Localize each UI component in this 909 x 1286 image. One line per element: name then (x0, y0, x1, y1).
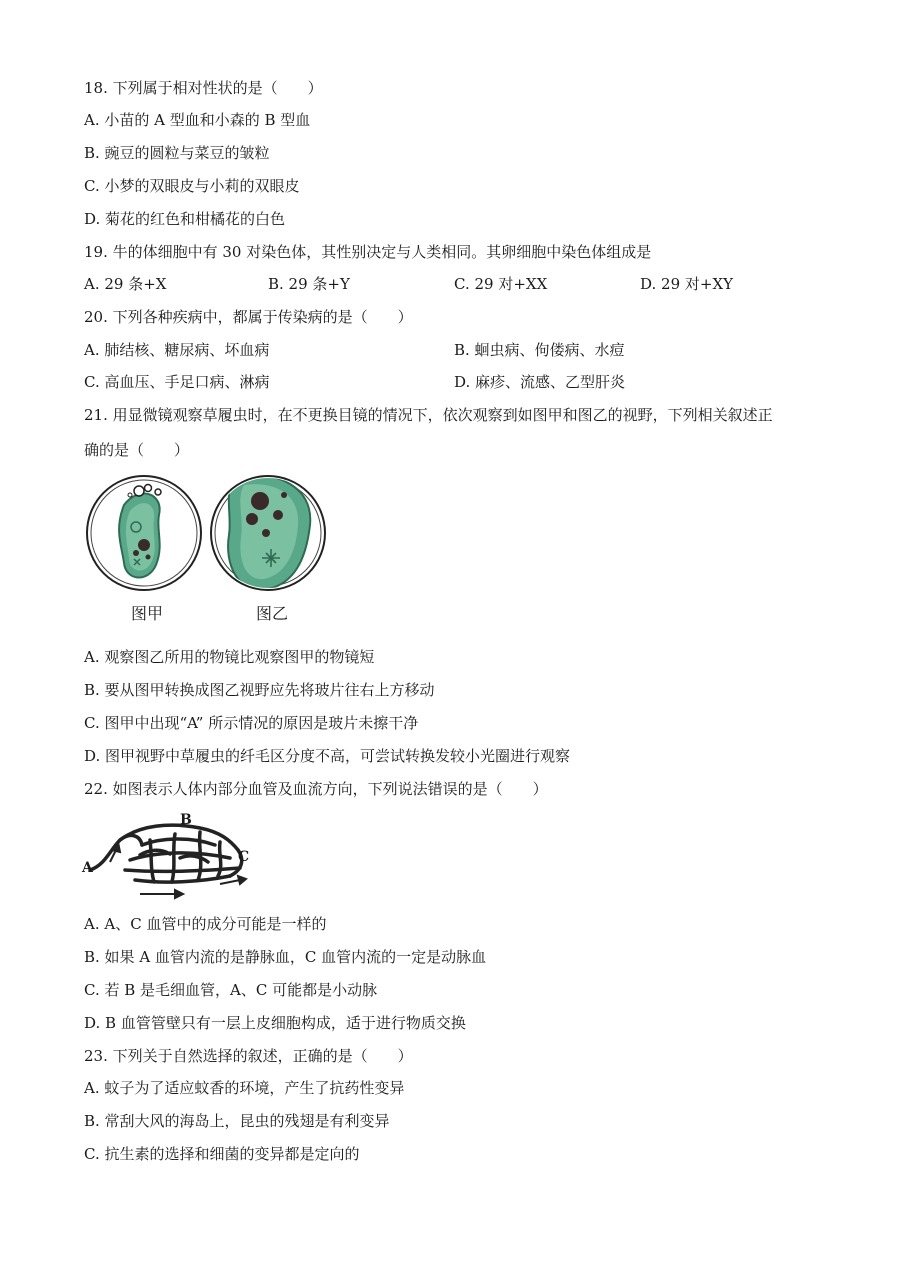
q23-option-b: B. 常刮大风的海岛上，昆虫的残翅是有利变异 (84, 1112, 390, 1130)
q21-stem-line1: 21. 用显微镜观察草履虫时，在不更换目镜的情况下，依次观察到如图甲和图乙的视野，下列相关叙述正 (84, 406, 773, 424)
q20-option-d: D. 麻疹、流感、乙型肝炎 (454, 373, 626, 391)
q21-option-c: C. 图甲中出现“A” 所示情况的原因是玻片未擦干净 (84, 714, 419, 732)
q23-option-a: A. 蚊子为了适应蚊香的环境，产生了抗药性变异 (84, 1079, 405, 1097)
microscope-figure (84, 475, 334, 625)
view-jia (87, 476, 201, 590)
q18-stem: 18. 下列属于相对性状的是（ ） (84, 79, 323, 97)
q18-option-d: D. 菊花的红色和柑橘花的白色 (84, 210, 286, 228)
vessel-label-b: B (180, 812, 192, 828)
vessel-figure (80, 810, 255, 900)
q21-stem-line2: 确的是（ ） (84, 441, 190, 459)
q22-option-d: D. B 血管管壁只有一层上皮细胞构成，适于进行物质交换 (84, 1014, 466, 1032)
q20-stem: 20. 下列各种疾病中，都属于传染病的是（ ） (84, 308, 413, 326)
q22-option-c: C. 若 B 是毛细血管，A、C 可能都是小动脉 (84, 981, 378, 999)
q19-option-a: A. 29 条+X (84, 275, 167, 293)
q23-option-c: C. 抗生素的选择和细菌的变异都是定向的 (84, 1145, 360, 1163)
q19-option-c: C. 29 对+XX (454, 275, 548, 293)
q18-option-b: B. 豌豆的圆粒与菜豆的皱粒 (84, 144, 270, 162)
q22-option-a: A. A、C 血管中的成分可能是一样的 (84, 915, 327, 933)
vessel-label-c: C (238, 849, 250, 865)
q23-stem: 23. 下列关于自然选择的叙述，正确的是（ ） (84, 1047, 413, 1065)
q21-option-b: B. 要从图甲转换成图乙视野应先将玻片往右上方移动 (84, 681, 435, 699)
q19-stem: 19. 牛的体细胞中有 30 对染色体，其性别决定与人类相同。其卵细胞中染色体组成是 (84, 243, 652, 261)
q18-option-a: A. 小苗的 A 型血和小森的 B 型血 (84, 111, 311, 129)
q20-option-a: A. 肺结核、糖尿病、坏血病 (84, 341, 270, 359)
q19-option-d: D. 29 对+XY (640, 275, 734, 293)
q20-option-c: C. 高血压、手足口病、淋病 (84, 373, 270, 391)
q20-option-b: B. 蛔虫病、佝偻病、水痘 (454, 341, 625, 359)
vessel-label-a: A (82, 860, 93, 876)
blood-vessel-image (80, 810, 255, 900)
figure-label-yi: 图乙 (256, 604, 289, 623)
q18-option-c: C. 小梦的双眼皮与小莉的双眼皮 (84, 177, 300, 195)
q22-option-b: B. 如果 A 血管内流的是静脉血，C 血管内流的一定是动脉血 (84, 948, 487, 966)
microscope-views-image (84, 475, 334, 625)
figure-label-jia: 图甲 (131, 604, 164, 623)
q21-option-d: D. 图甲视野中草履虫的纤毛区分度不高，可尝试转换发较小光圈进行观察 (84, 747, 571, 765)
q19-option-b: B. 29 条+Y (268, 275, 350, 293)
q22-stem: 22. 如图表示人体内部分血管及血流方向，下列说法错误的是（ ） (84, 780, 548, 798)
q21-option-a: A. 观察图乙所用的物镜比观察图甲的物镜短 (84, 648, 375, 666)
view-yi (211, 475, 325, 590)
